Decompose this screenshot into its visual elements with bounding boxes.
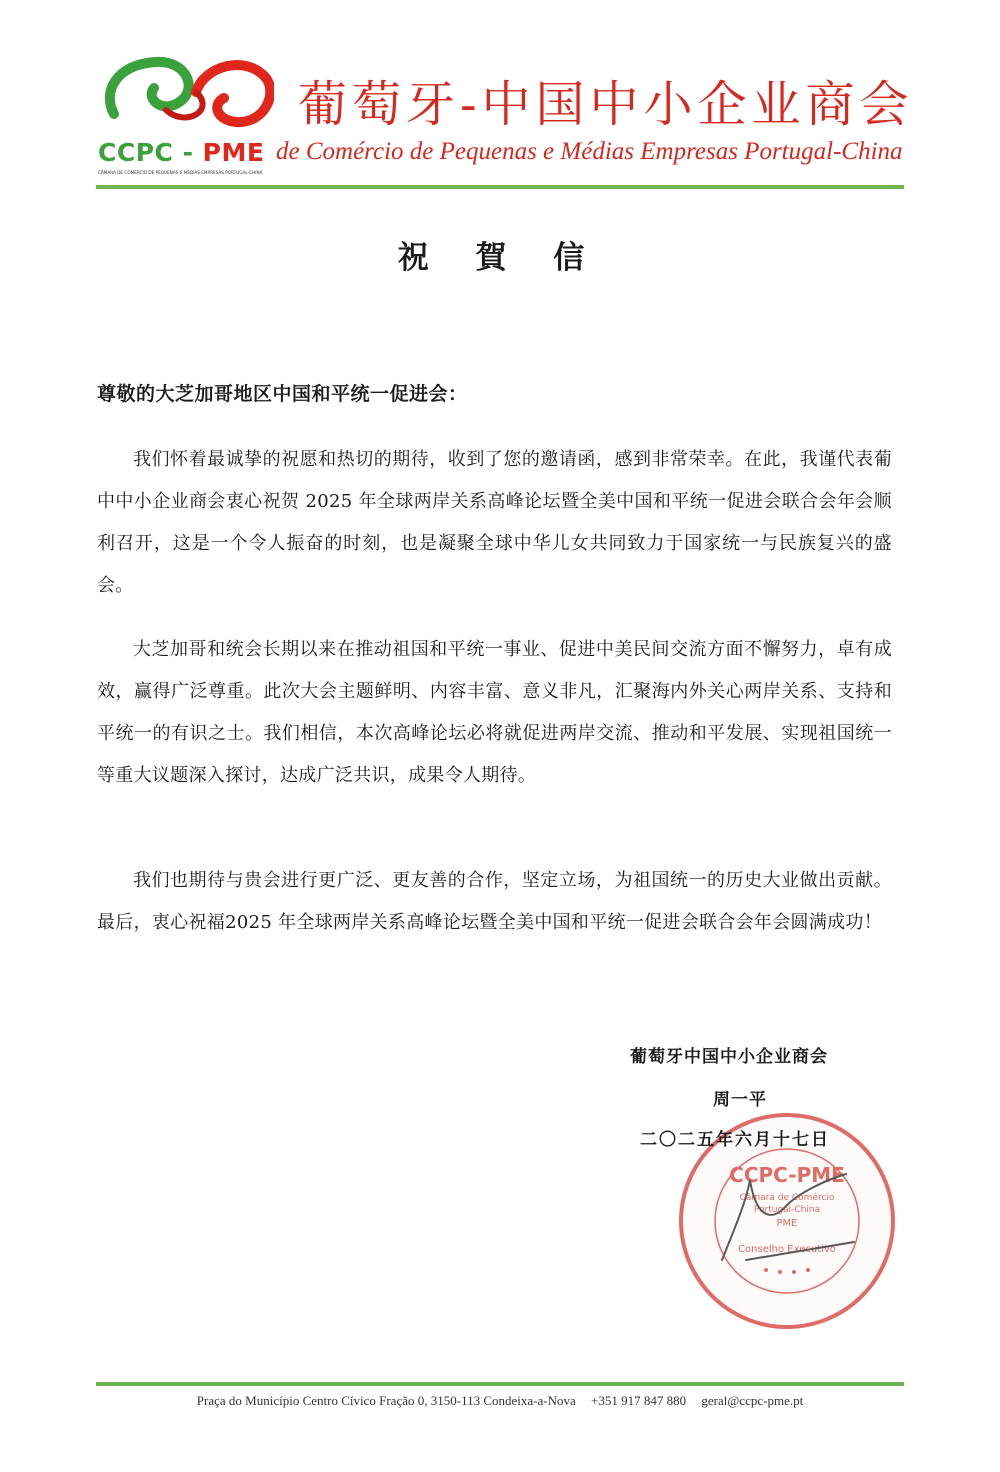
paragraph-text: 我们怀着最诚挚的祝愿和热切的期待，收到了您的邀请函，感到非常荣幸。在此，我谨代表葡中中小企业商会衷心祝贺 2025 年全球两岸关系高峰论坛暨全美中国和平统一促进会联合会年会顺利召开，这是一个令人振奋的时刻，也是凝聚全球中华儿女共同致力于国家统一与民族复兴的盛会。 xyxy=(97,449,892,596)
logo-wordmark: CCPC - PME xyxy=(98,138,265,167)
svg-text:CCPC-PME: CCPC-PME xyxy=(729,1163,845,1187)
letter-paragraph-2 xyxy=(97,629,892,797)
paragraph-text: 我们也期待与贵会进行更广泛、更友善的合作，坚定立场，为祖国统一的历史大业做出贡献。最后，衷心祝福2025 年全球两岸关系高峰论坛暨全美中国和平统一促进会联合会年会圆满成功！ xyxy=(97,870,892,933)
footer-divider xyxy=(96,1382,904,1386)
logo-swoosh-icon xyxy=(96,52,274,142)
company-logo xyxy=(96,52,274,184)
svg-text:Câmara de Comércio: Câmara de Comércio xyxy=(739,1193,835,1203)
footer-email: geral@ccpc-pme.pt xyxy=(701,1393,804,1408)
header-title-portuguese: de Comércio de Pequenas e Médias Empresas Portugal-China xyxy=(276,138,903,165)
signature-name: 周一平 xyxy=(713,1090,767,1110)
header-divider xyxy=(96,185,904,189)
svg-text:PME: PME xyxy=(776,1218,798,1229)
header-title-chinese: 葡萄牙-中国中小企业商会 xyxy=(298,76,914,133)
signature-date: 二〇二五年六月十七日 xyxy=(640,1130,830,1150)
svg-text:Portugal-China: Portugal-China xyxy=(753,1205,821,1215)
footer-address: Praça do Município Centro Cívico Fração 0, 3150-113 Condeixa-a-Nova xyxy=(196,1393,576,1408)
letter-paragraph-1 xyxy=(97,439,892,607)
svg-text:Conselho Executivo: Conselho Executivo xyxy=(738,1244,836,1255)
footer-phone: +351 917 847 880 xyxy=(591,1393,687,1408)
letter-title: 祝 賀 信 xyxy=(397,240,603,276)
signature-organization: 葡萄牙中国中小企业商会 xyxy=(630,1047,828,1067)
letter-salutation: 尊敬的大芝加哥地区中国和平统一促进会： xyxy=(97,383,468,405)
letter-paragraph-3 xyxy=(97,860,892,944)
paragraph-text: 大芝加哥和统会长期以来在推动祖国和平统一事业、促进中美民间交流方面不懈努力，卓有成效，赢得广泛尊重。此次大会主题鲜明、内容丰富、意义非凡，汇聚海内外关心两岸关系、支持和平统一的有识之士。我们相信，本次高峰论坛必将就促进两岸交流、推动和平发展、实现祖国统一等重大议题深入探讨，达成广泛共识，成果令人期待。 xyxy=(97,639,892,786)
logo-subtitle: CÂMARA DE COMÉRCIO DE PEQUENAS E MÉDIAS EMPRESAS PORTUGAL-CHINA xyxy=(98,170,263,175)
footer-contact xyxy=(0,1393,1000,1409)
